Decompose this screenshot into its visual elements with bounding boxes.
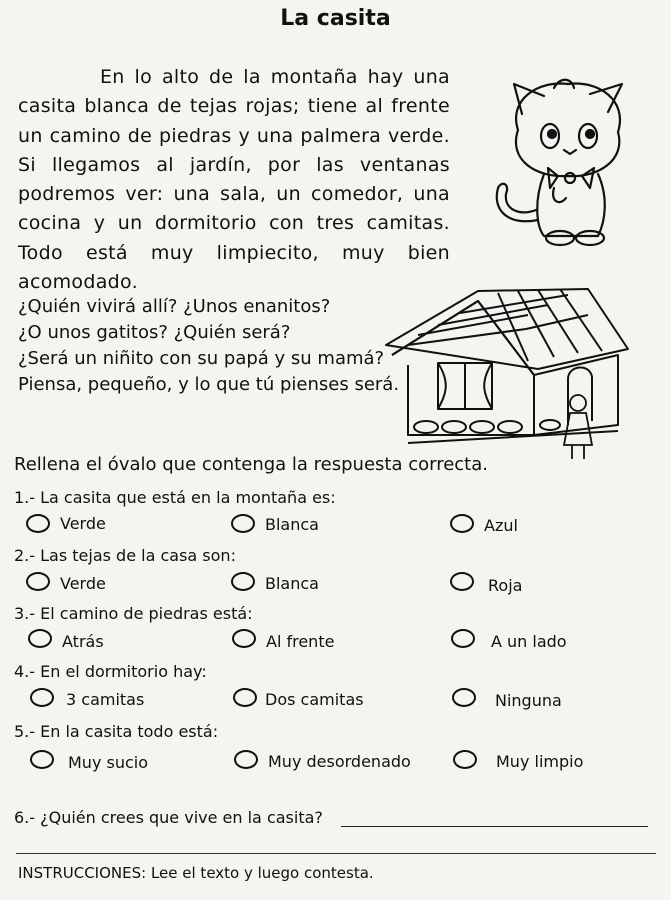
option-label: Dos camitas xyxy=(265,690,364,709)
option-label: Atrás xyxy=(62,632,104,651)
option-oval[interactable] xyxy=(452,688,476,707)
question-3: 3.- El camino de piedras está: xyxy=(14,604,253,623)
story-text xyxy=(18,63,450,297)
footer-instructions: INSTRUCCIONES: Lee el texto y luego contesta. xyxy=(18,864,374,882)
option-label: Roja xyxy=(488,576,523,595)
option-label: Verde xyxy=(60,574,106,593)
option-label: Blanca xyxy=(265,515,319,534)
option-oval[interactable] xyxy=(26,572,50,591)
option-oval[interactable] xyxy=(450,514,474,533)
kitten-illustration xyxy=(478,70,648,250)
question-1: 1.- La casita que está en la montaña es: xyxy=(14,488,336,507)
option-label: Blanca xyxy=(265,574,319,593)
story-line: ¿Quién vivirá allí? ¿Unos enanitos? xyxy=(18,296,331,317)
page-title: La casita xyxy=(280,6,391,31)
instruction-text: Rellena el óvalo que contenga la respuesta correcta. xyxy=(14,454,488,475)
question-4: 4.- En el dormitorio hay: xyxy=(14,662,207,681)
option-label: Al frente xyxy=(266,632,335,651)
option-oval[interactable] xyxy=(451,629,475,648)
house-illustration xyxy=(378,285,646,465)
option-oval[interactable] xyxy=(234,750,258,769)
question-5: 5.- En la casita todo está: xyxy=(14,722,219,741)
option-label: 3 camitas xyxy=(66,690,145,709)
option-oval[interactable] xyxy=(453,750,477,769)
question-2: 2.- Las tejas de la casa son: xyxy=(14,546,236,565)
story-paragraph: En lo alto de la montaña hay una casita blanca de tejas rojas; tiene al frente un camino de piedras y una palmera verde. Si llegamos al jardín, por las ventanas podremos ver: una sala, un comedor, una cocina y un dormitorio con tres camitas. Todo está muy limpiecito, muy bien acomodado. xyxy=(18,66,450,294)
option-oval[interactable] xyxy=(26,514,50,533)
option-oval[interactable] xyxy=(231,514,255,533)
option-oval[interactable] xyxy=(231,572,255,591)
option-oval[interactable] xyxy=(30,750,54,769)
option-label: Muy limpio xyxy=(496,752,584,771)
answer-line[interactable] xyxy=(341,826,648,827)
question-6: 6.- ¿Quién crees que vive en la casita? xyxy=(14,808,323,827)
option-oval[interactable] xyxy=(30,688,54,707)
option-label: Ninguna xyxy=(495,691,562,710)
story-line: ¿Será un niñito con su papá y su mamá? xyxy=(18,348,385,369)
option-oval[interactable] xyxy=(450,572,474,591)
option-oval[interactable] xyxy=(28,629,52,648)
option-label: Verde xyxy=(60,514,106,533)
option-label: A un lado xyxy=(491,632,567,651)
story-line: ¿O unos gatitos? ¿Quién será? xyxy=(18,322,291,343)
option-label: Muy sucio xyxy=(68,753,149,772)
story-questions xyxy=(18,294,438,398)
option-label: Muy desordenado xyxy=(268,752,411,771)
option-oval[interactable] xyxy=(232,629,256,648)
option-oval[interactable] xyxy=(233,688,257,707)
option-label: Azul xyxy=(484,516,518,535)
story-line: Piensa, pequeño, y lo que tú pienses será. xyxy=(18,374,400,395)
divider xyxy=(16,853,656,854)
